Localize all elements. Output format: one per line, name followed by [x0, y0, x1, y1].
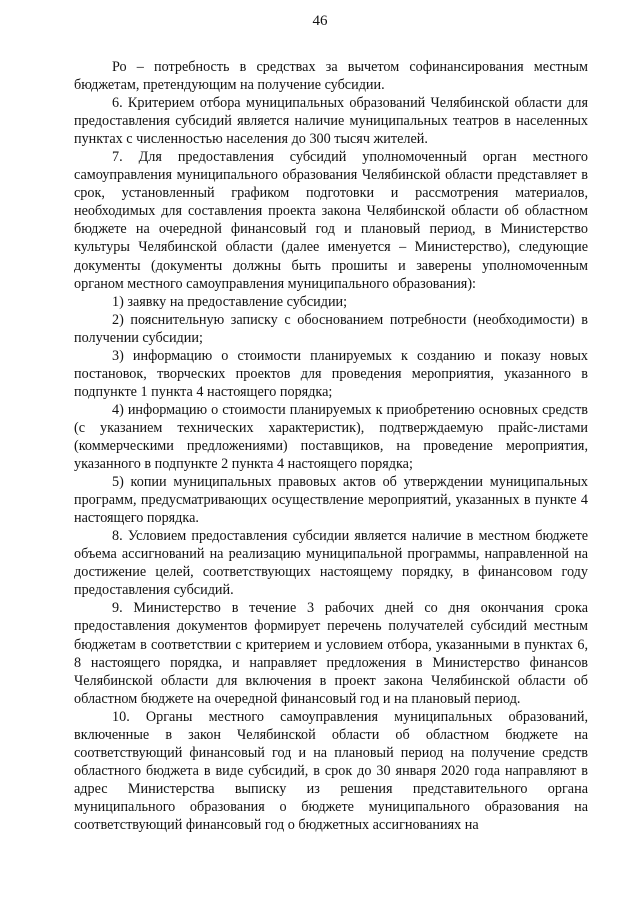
- list-item-4: 4) информацию о стоимости планируемых к приобретению основных средств (с указанием технических характеристик), подтверждаемую прайс-листами (коммерческими предложениями) поставщиков, на проведение мероприятия, указанного в подпункте 2 пункта 4 настоящего порядка;: [74, 401, 588, 473]
- paragraph-item-6: 6. Критерием отбора муниципальных образований Челябинской области для предоставления субсидий является наличие муниципальных театров в населенных пунктах с численностью населения до 300 тысяч жителей.: [74, 95, 588, 148]
- paragraph-item-8: 8. Условием предоставления субсидии является наличие в местном бюджете объема ассигнований на реализацию муниципальной программы, направленной на достижение целей, соответствующих настоящему порядку, в финансовом году предоставления субсидий.: [74, 528, 588, 599]
- list-item-3: 3) информацию о стоимости планируемых к созданию и показу новых постановок, творческих проектов для проведения мероприятия, указанного в подпункте 1 пункта 4 настоящего порядка;: [74, 347, 588, 400]
- list-item-5: 5) копии муниципальных правовых актов об утверждении муниципальных программ, предусматривающих осуществление мероприятий, указанных в пункте 4 настоящего порядка.: [74, 474, 588, 527]
- paragraph-item-7: 7. Для предоставления субсидий уполномоченный орган местного самоуправления муниципального образования Челябинской области представляет в срок, установленный графиком подготовки и рассмотрения материалов, необходимых для составления проекта закона Челябинской области об областном бюджете на очередной финансовый год и плановый период, в Министерство культуры Челябинской области (далее именуется – Министерство), следующие документы (документы должны быть прошиты и заверены уполномоченным органом местного самоуправления муниципального образования):: [74, 149, 588, 292]
- paragraph-item-10: 10. Органы местного самоуправления муниципальных образований, включенные в закон Челябинской области об областном бюджете на соответствующий финансовый год и на плановый период на получение средств областного бюджета в виде субсидий, в срок до 30 января 2020 года направляют в адрес Министерства выписку из решения представительного органа муниципального образования о бюджете муниципального образования на соответствующий финансовый год о бюджетных ассигнованиях на: [74, 708, 588, 833]
- paragraph-ro-definition: Ро – потребность в средствах за вычетом софинансирования местным бюджетам, претендующим на получение субсидии.: [74, 59, 588, 94]
- document-body: [74, 58, 588, 834]
- paragraph-item-9: 9. Министерство в течение 3 рабочих дней со дня окончания срока предоставления документов формирует перечень получателей субсидий местным бюджетам в соответствии с критерием и условием отбора, указанными в пунктах 6, 8 настоящего порядка, и направляет предложения в Министерство финансов Челябинской области для включения в проект закона Челябинской области об областном бюджете на очередной финансовый год и на плановый период.: [74, 600, 588, 707]
- list-item-2: 2) пояснительную записку с обоснованием потребности (необходимости) в получении субсидии;: [74, 311, 588, 346]
- page-number: 46: [312, 13, 328, 29]
- list-item-1: 1) заявку на предоставление субсидии;: [112, 293, 348, 310]
